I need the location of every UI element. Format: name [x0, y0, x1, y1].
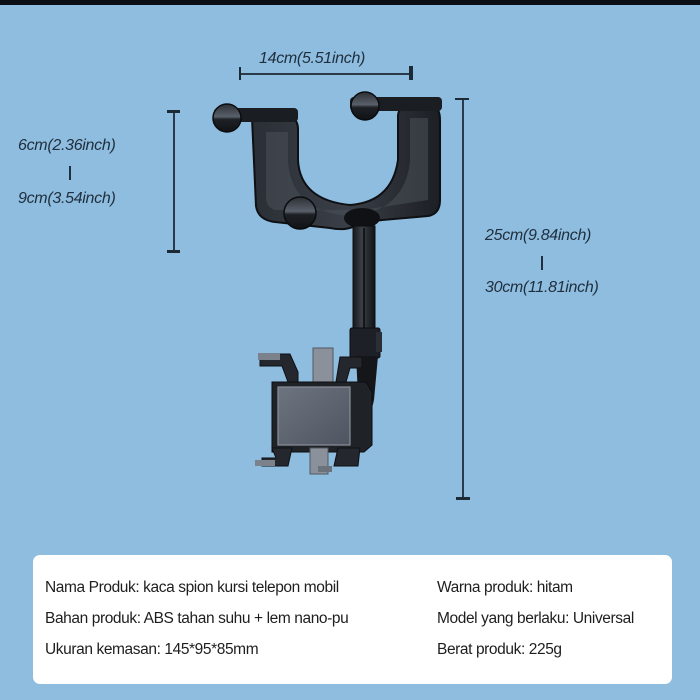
clamp-dimension-cap-bottom — [167, 250, 180, 253]
spec-compatible-model: Model yang berlaku: Universal — [437, 610, 634, 627]
height-dimension-cap-bottom — [456, 497, 470, 500]
height-dimension-line — [462, 99, 464, 498]
height-min-label: 25cm(9.84inch) — [485, 227, 592, 244]
top-bar — [0, 0, 700, 5]
width-dimension-line — [239, 73, 412, 75]
clamp-dimension-line — [173, 111, 175, 251]
clamp-range-separator — [69, 166, 71, 180]
phone-holder-image — [200, 80, 460, 480]
spec-package-size: Ukuran kemasan: 145*95*85mm — [45, 641, 259, 658]
width-dimension-cap-right — [409, 66, 413, 80]
specs-left-column — [45, 578, 348, 671]
spec-product-name: Nama Produk: kaca spion kursi telepon mobil — [45, 579, 339, 596]
height-range-separator — [541, 256, 543, 270]
spec-weight: Berat produk: 225g — [437, 641, 562, 658]
specs-right-column — [437, 578, 634, 671]
width-dimension-cap-left — [239, 67, 241, 80]
spec-color: Warna produk: hitam — [437, 579, 573, 596]
clamp-max-label: 9cm(3.54inch) — [18, 190, 116, 207]
clamp-dimension-cap-top — [167, 110, 180, 113]
clamp-min-label: 6cm(2.36inch) — [18, 137, 116, 154]
width-dimension-label: 14cm(5.51inch) — [259, 50, 366, 67]
spec-material: Bahan produk: ABS tahan suhu + lem nano-pu — [45, 610, 349, 627]
height-max-label: 30cm(11.81inch) — [485, 279, 599, 296]
product-specs-panel — [33, 555, 672, 684]
